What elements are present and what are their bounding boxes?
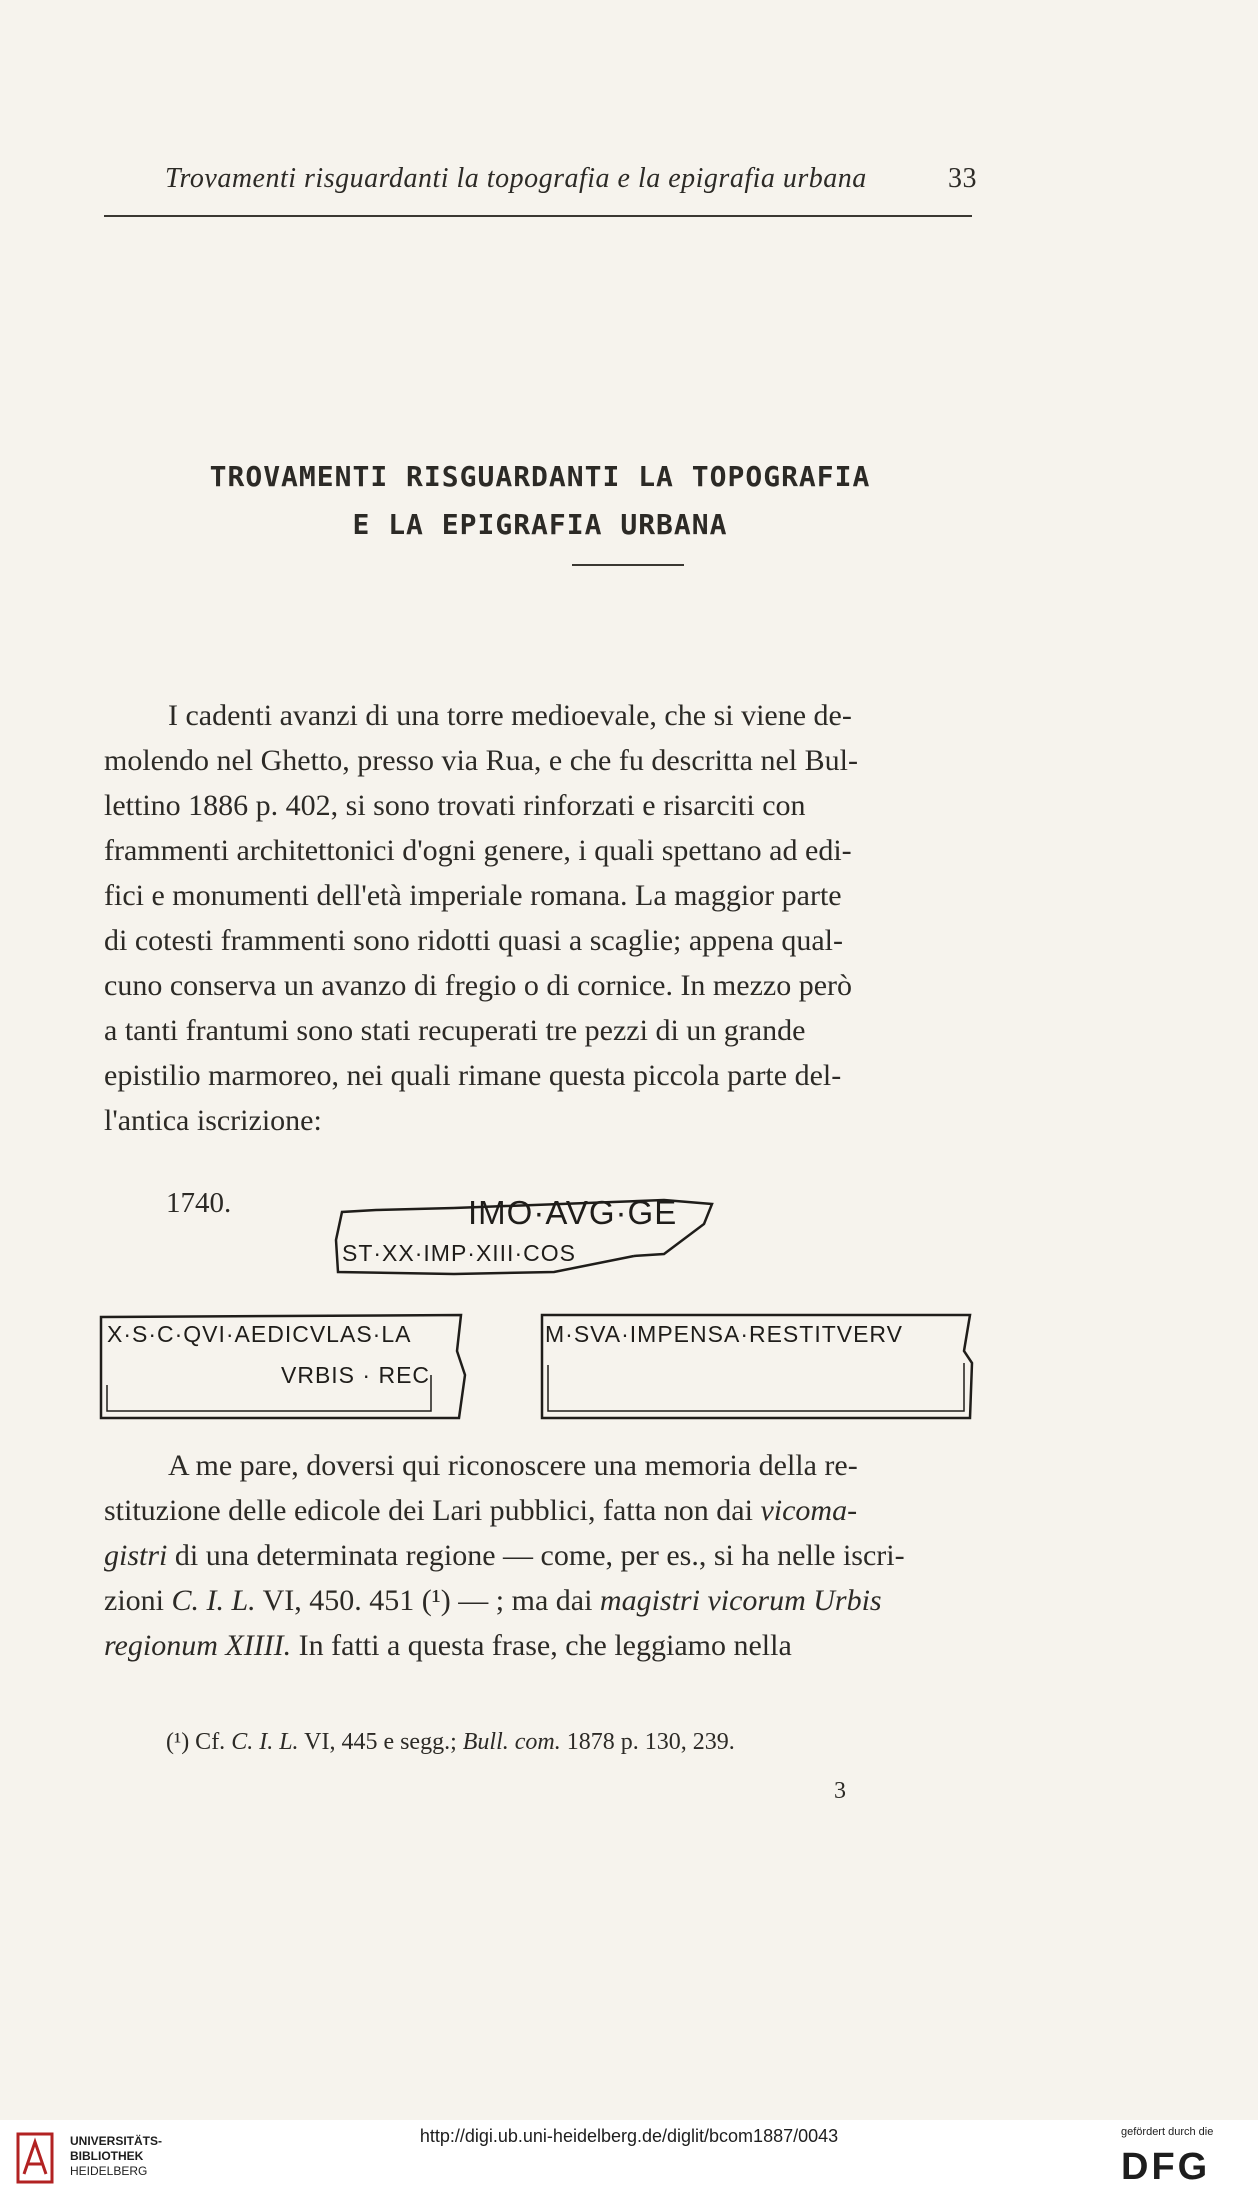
permalink[interactable]: http://digi.ub.uni-heidelberg.de/diglit/bcom1887/0043: [419, 2126, 839, 2146]
text-line: [104, 1533, 972, 1578]
inscription-fragment-right: [540, 1315, 972, 1418]
title-rule: [572, 564, 684, 566]
text-line: a tanti frantumi sono stati recuperati tre pezzi di un grande: [104, 1014, 806, 1047]
italic-term: gistri: [104, 1539, 168, 1572]
text-line: cuno conserva un avanzo di fregio o di cornice. In mezzo però: [104, 969, 853, 1002]
signature-mark: 3: [834, 1778, 846, 1804]
text-span: VI, 450. 451 (¹) — ; ma dai: [255, 1584, 600, 1617]
text-line: [104, 1623, 972, 1668]
funding-note: gefördert durch die: [1121, 2126, 1214, 2138]
text-span: (¹) Cf.: [166, 1729, 232, 1755]
text-line: [104, 1578, 972, 1623]
text-line: l'antica iscrizione:: [104, 1104, 322, 1137]
page-number: 33: [948, 163, 977, 194]
inscription-fragment-left: [101, 1315, 471, 1418]
dfg-logo[interactable]: DFG: [1121, 2146, 1211, 2188]
text-line: I cadenti avanzi di una torre medioevale, che si viene de-: [168, 699, 852, 732]
running-head: [165, 163, 977, 195]
italic-term: vicoma-: [760, 1494, 858, 1527]
italic-term: magistri vicorum Urbis: [599, 1584, 882, 1617]
footnote: [166, 1729, 966, 1756]
text-line: [104, 1488, 972, 1533]
text-span: di una determinata regione — come, per es., si ha nelle iscri-: [167, 1539, 905, 1572]
library-name-line: HEIDELBERG: [70, 2164, 148, 2178]
inscription-number: 1740.: [166, 1187, 232, 1219]
library-name-line: BIBLIOTHEK: [70, 2149, 144, 2163]
inscription-text: VRBIS · REC: [281, 1362, 431, 1388]
italic-term: C. I. L.: [171, 1584, 256, 1617]
inscription-text: M·SVA·IMPENSA·RESTITVERV: [545, 1321, 903, 1347]
text-line: epistilio marmoreo, nei quali rimane questa piccola parte del-: [104, 1059, 842, 1092]
library-name-line: UNIVERSITÄTS-: [70, 2134, 163, 2148]
italic-term: Bull. com.: [462, 1729, 561, 1755]
text-line: fici e monumenti dell'età imperiale romana. La maggior parte: [104, 879, 842, 912]
text-span: VI, 445 e segg.;: [298, 1729, 463, 1755]
paragraph-1: [104, 693, 972, 1143]
article-title-line-1: TROVAMENTI RISGUARDANTI LA TOPOGRAFIA: [209, 460, 871, 493]
article-title-line-2: E LA EPIGRAFIA URBANA: [352, 508, 728, 541]
text-line: di cotesti frammenti sono ridotti quasi a scaglie; appena qual-: [104, 924, 843, 957]
inscription-text: ST·XX·IMP·XIII·COS: [342, 1240, 576, 1266]
text-line: frammenti architettonici d'ogni genere, i quali spettano ad edi-: [104, 834, 852, 867]
inscription-text: IMO·AVG·GE: [468, 1194, 678, 1231]
text-line: molendo nel Ghetto, presso via Rua, e che fu descritta nel Bul-: [104, 744, 858, 777]
text-line: A me pare, doversi qui riconoscere una memoria della re-: [168, 1449, 858, 1482]
text-span: In fatti a questa frase, che leggiamo nella: [291, 1629, 792, 1662]
paragraph-2: [104, 1443, 972, 1668]
header-rule: [104, 215, 972, 217]
text-span: zioni: [104, 1584, 172, 1617]
italic-term: C. I. L.: [231, 1729, 299, 1755]
inscription-fragment-top: [334, 1194, 716, 1274]
inscription-text: X·S·C·QVI·AEDICVLAS·LA: [107, 1321, 412, 1347]
text-span: stituzione delle edicole dei Lari pubblici, fatta non dai: [104, 1494, 761, 1527]
italic-term: regionum XIIII.: [104, 1629, 292, 1662]
text-span: 1878 p. 130, 239.: [560, 1729, 735, 1755]
running-head-title: Trovamenti risguardanti la topografia e la epigrafia urbana: [165, 163, 867, 194]
text-line: lettino 1886 p. 402, si sono trovati rinforzati e risarciti con: [104, 789, 806, 822]
